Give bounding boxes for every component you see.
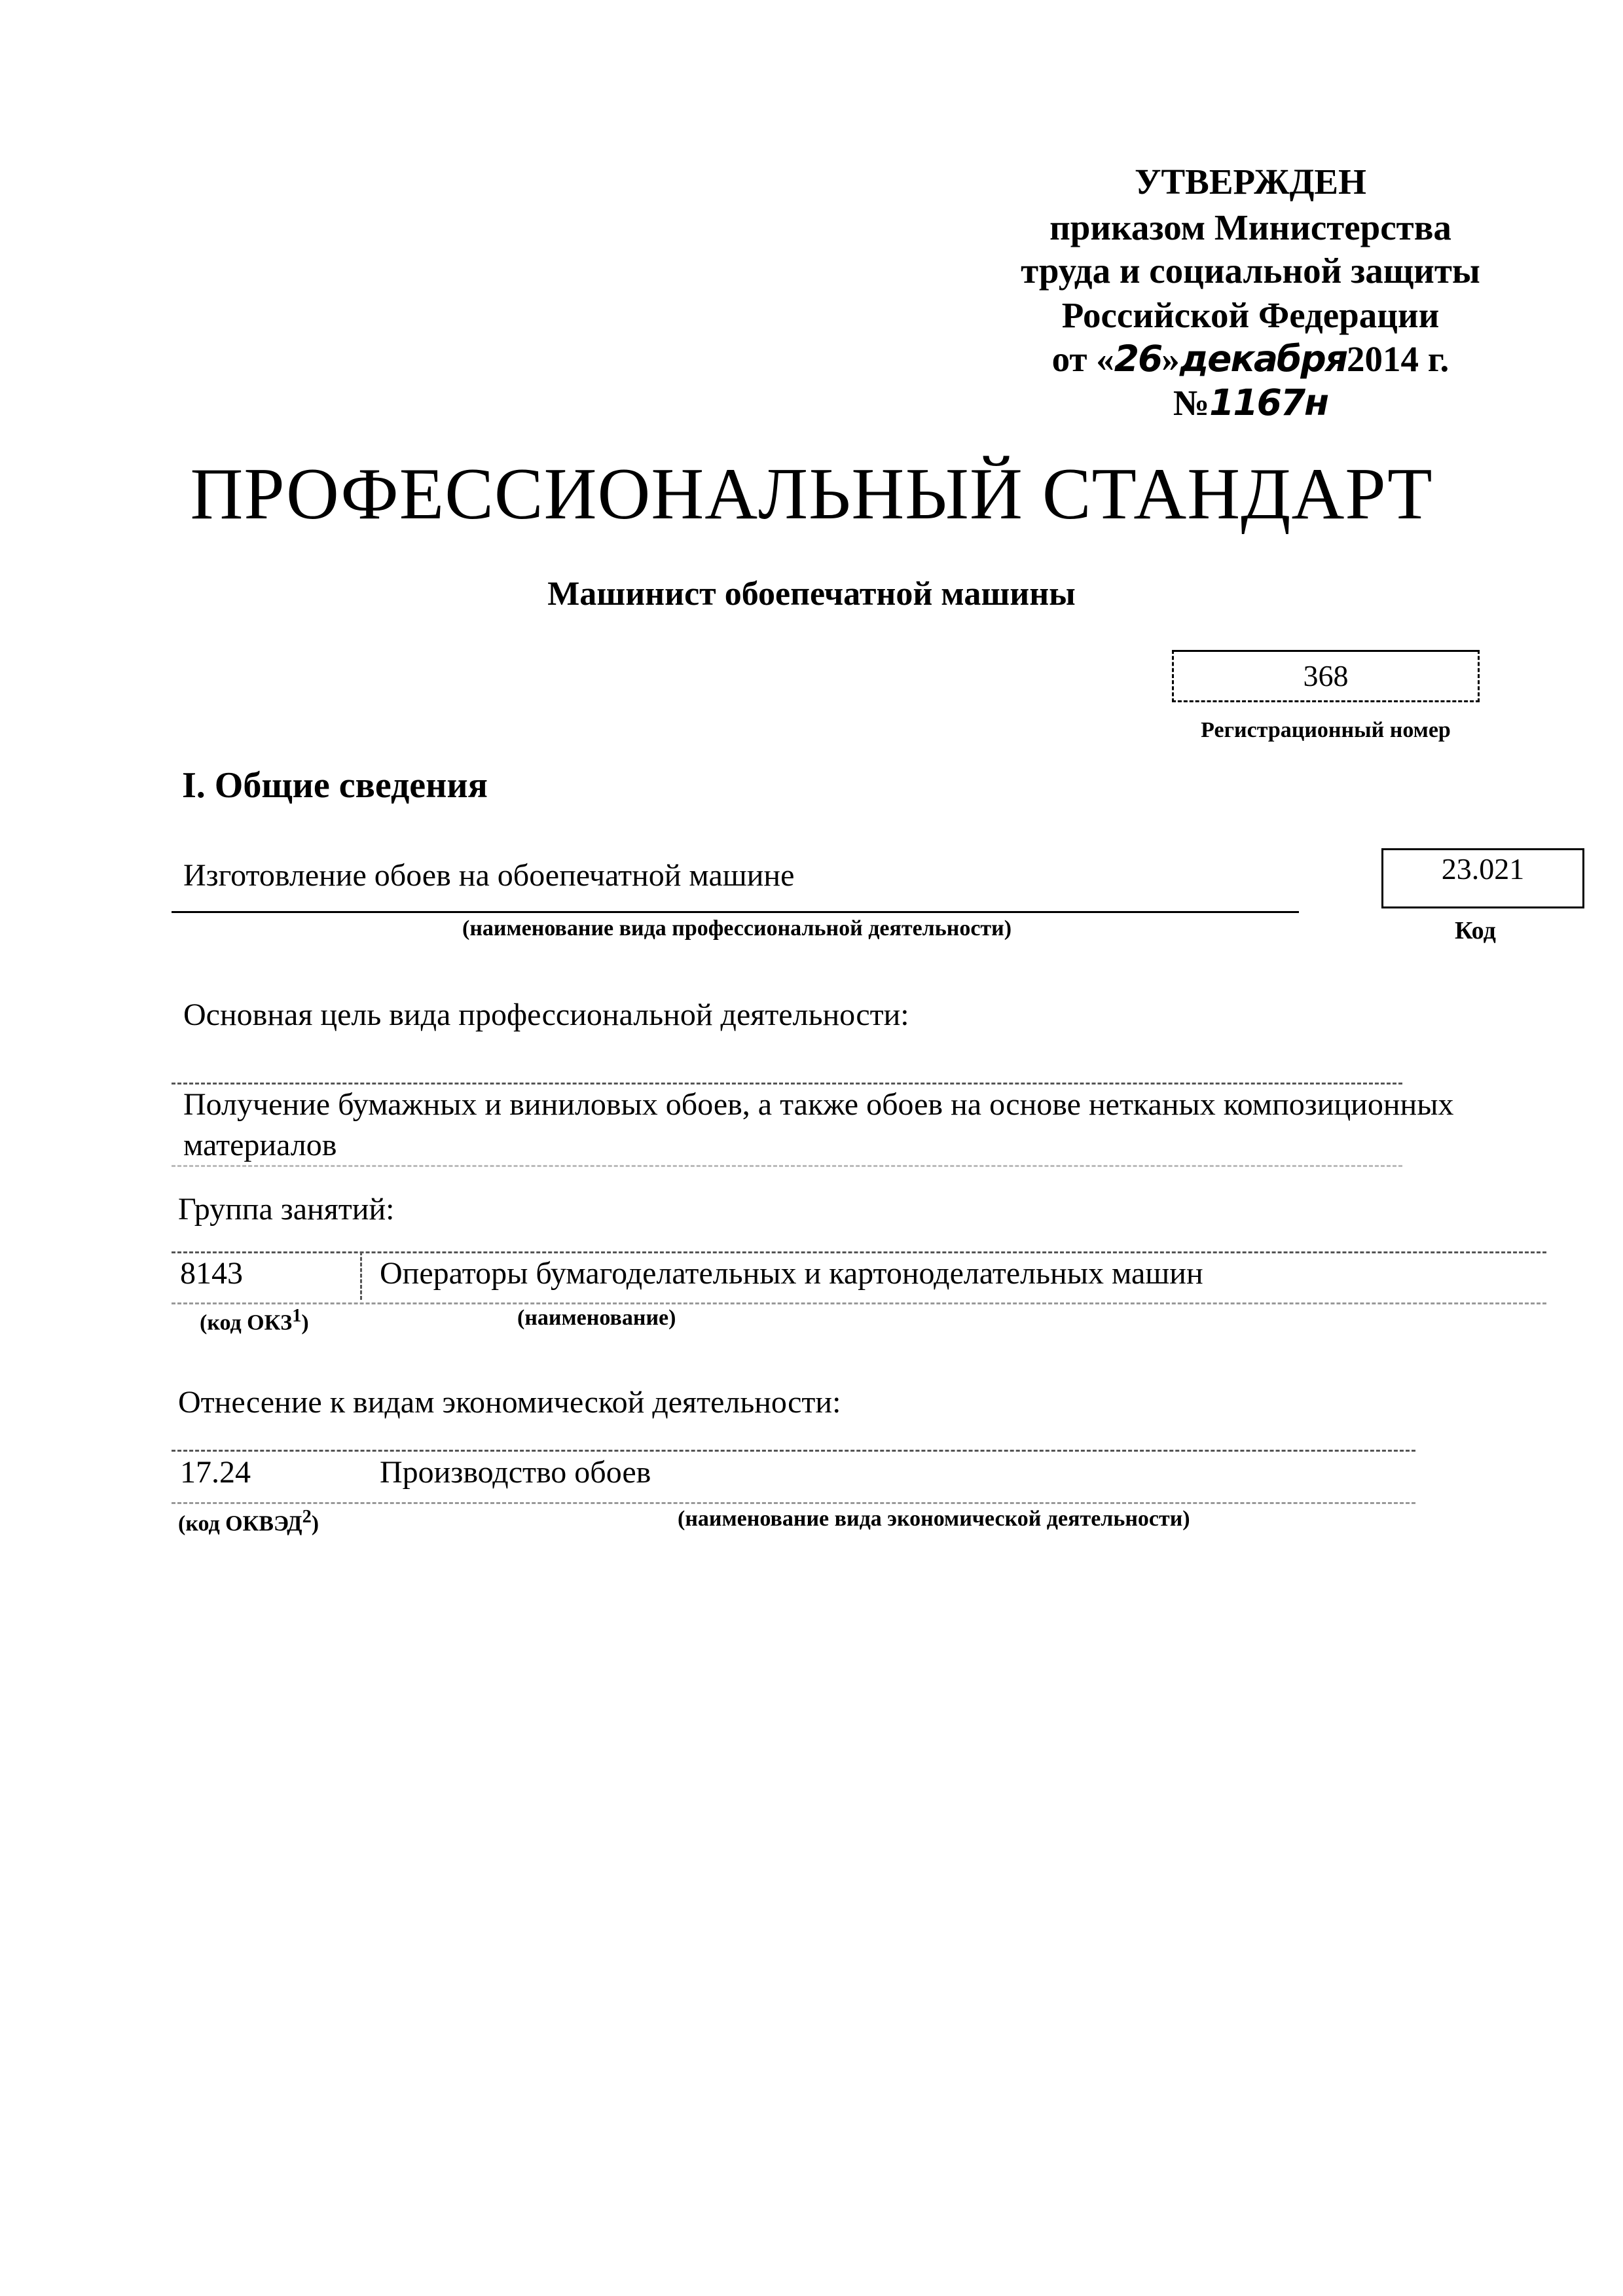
goal-top-border xyxy=(172,1083,1402,1085)
group-divider xyxy=(360,1251,362,1300)
approval-line-ministry: приказом Министерства xyxy=(1049,207,1451,247)
date-year: 2014 г. № xyxy=(1173,339,1450,423)
document-subtitle: Машинист обоепечатной машины xyxy=(547,575,1076,613)
registration-number-box: 368 xyxy=(1172,650,1480,702)
okved-name-caption: (наименование вида экономической деятельности) xyxy=(678,1507,1190,1531)
okved-footnote-mark: 2 xyxy=(302,1507,312,1527)
approval-date-line xyxy=(982,337,1519,425)
econ-bottom-border xyxy=(172,1502,1415,1504)
okz-name-caption: (наименование) xyxy=(517,1306,676,1330)
document-title: ПРОФЕССИОНАЛЬНЫЙ СТАНДАРТ xyxy=(190,454,1433,535)
econ-top-border xyxy=(172,1450,1415,1452)
activity-name: Изготовление обоев на обоепечатной машине xyxy=(183,858,795,893)
registration-number-caption: Регистрационный номер xyxy=(1201,718,1451,742)
activity-caption: (наименование вида профессиональной деятельности) xyxy=(462,916,1012,941)
okved-name: Производство обоев xyxy=(380,1455,651,1490)
group-label: Группа занятий: xyxy=(178,1192,395,1227)
okz-footnote-mark: 1 xyxy=(292,1306,302,1326)
goal-line-2: материалов xyxy=(183,1128,337,1162)
date-mid: » xyxy=(1161,339,1180,379)
handwritten-day: 26 xyxy=(1114,338,1162,380)
goal-label: Основная цель вида профессиональной деятельности: xyxy=(183,997,909,1032)
handwritten-order-number: 1167н xyxy=(1209,382,1328,423)
okved-code-caption xyxy=(178,1507,319,1536)
date-prefix: от « xyxy=(1051,339,1114,379)
okz-code-caption-text: (код ОКЗ xyxy=(200,1310,293,1335)
approval-line-federation: Российской Федерации xyxy=(1061,295,1440,335)
group-top-border xyxy=(172,1251,1546,1253)
okved-code: 17.24 xyxy=(180,1455,251,1490)
okz-name: Операторы бумагоделательных и картоноделательных машин xyxy=(380,1256,1203,1291)
okz-code-caption xyxy=(200,1306,309,1335)
okz-code: 8143 xyxy=(180,1256,243,1291)
activity-code-caption: Код xyxy=(1455,917,1496,944)
goal-line-1: Получение бумажных и виниловых обоев, а также обоев на основе нетканых композиционных xyxy=(183,1087,1454,1122)
approval-line-labor: труда и социальной защиты xyxy=(1021,251,1480,291)
activity-underline xyxy=(172,911,1299,913)
activity-code-box: 23.021 xyxy=(1381,848,1584,908)
approval-heading: УТВЕРЖДЕН xyxy=(1135,162,1366,202)
handwritten-month: декабря xyxy=(1179,338,1347,380)
goal-bottom-border xyxy=(172,1165,1402,1167)
econ-activity-label: Отнесение к видам экономической деятельности: xyxy=(178,1385,841,1420)
okved-code-caption-close: ) xyxy=(311,1511,319,1536)
okved-code-caption-text: (код ОКВЭД xyxy=(178,1511,302,1536)
group-bottom-border xyxy=(172,1302,1546,1304)
section-heading: I. Общие сведения xyxy=(182,765,488,806)
okz-code-caption-close: ) xyxy=(301,1310,309,1335)
